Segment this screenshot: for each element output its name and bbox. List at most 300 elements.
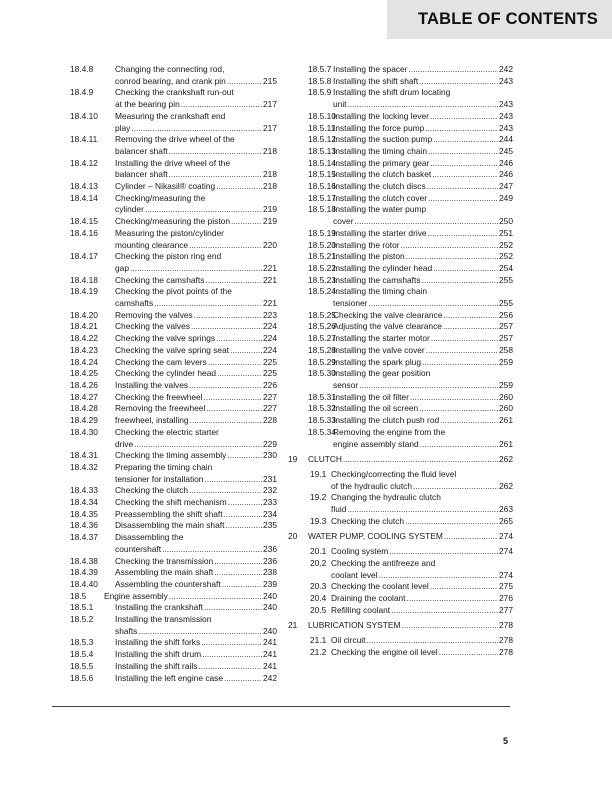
toc-entry-title: freewheel, installing [115,415,189,426]
dot-leader [145,204,262,216]
toc-entry-page: 257 [499,333,513,344]
toc-entry-number: 18.4.27 [70,391,98,402]
toc-entry-title: WATER PUMP, COOLING SYSTEM [308,531,443,542]
toc-entry[interactable] [288,593,513,605]
toc-entry-title: Checking the transmission [115,555,214,566]
toc-entry-number: 18.5.3 [70,637,94,648]
toc-entry[interactable] [70,462,277,485]
toc-entry-title: Installing the clutch discs [333,181,426,192]
toc-entry[interactable] [288,87,513,110]
toc-entry-title: Checking the clutch [115,485,189,496]
toc-entry-title: Installing the clutch push rod [333,415,440,426]
toc-entry-page: 235 [263,520,277,531]
toc-entry[interactable] [70,193,277,216]
toc-entry-page: 226 [263,379,277,390]
toc-header-banner [387,0,612,39]
toc-entry-page: 247 [499,181,513,192]
toc-entry[interactable] [288,111,513,123]
toc-entry-page: 238 [263,567,277,578]
toc-entry-page: 230 [263,450,277,461]
toc-entry[interactable] [70,134,277,157]
toc-entry-title: Checking the valves [115,321,190,332]
dot-leader [409,64,499,76]
toc-entry-title: Preassembling the shift shaft [115,508,223,519]
toc-entry-number: 18.5.21 [308,251,336,262]
dot-leader [439,647,498,659]
toc-entry-title: Installing the timing chain [333,286,428,297]
toc-entry-page: 234 [263,508,277,519]
toc-entry-title: Changing the hydraulic clutch [331,492,441,503]
toc-entry[interactable] [288,454,513,466]
dot-leader [202,649,262,661]
toc-entry[interactable] [288,647,513,659]
toc-entry-page: 221 [263,262,277,273]
toc-entry-page: 232 [263,485,277,496]
toc-entry-title: Installing the clutch cover [333,192,428,203]
toc-entry-page: 219 [263,216,277,227]
toc-entry-page: 243 [499,75,513,86]
toc-entry[interactable] [70,357,277,369]
dot-leader [354,216,498,228]
toc-entry-number: 18.4.19 [70,286,98,297]
toc-entry[interactable] [288,403,513,415]
toc-entry[interactable] [288,275,513,287]
toc-entry-number: 18.5.27 [308,333,336,344]
toc-entry[interactable] [70,497,277,509]
toc-entry-page: 240 [263,602,277,613]
toc-entry[interactable] [288,76,513,88]
toc-entry[interactable] [70,520,277,532]
toc-entry[interactable] [288,286,513,309]
toc-entry-number: 18.5.30 [308,368,336,379]
toc-entry[interactable] [70,556,277,568]
toc-entry[interactable] [70,345,277,357]
toc-entry-number: 18.4.31 [70,450,98,461]
toc-entry-title: Disassembling the main shaft [115,520,225,531]
dot-leader [204,474,262,486]
dot-leader [130,263,262,275]
toc-entry[interactable] [70,310,277,322]
dot-leader [413,481,498,493]
toc-entry-page: 278 [499,620,513,631]
toc-entry-title: Installing the oil filter [333,391,409,402]
toc-entry-title: Installing the left engine case [115,672,224,683]
page-number: 5 [503,736,509,746]
toc-entry-page: 245 [499,145,513,156]
toc-entry-number: 18.4.13 [70,181,98,192]
dot-leader [419,403,498,415]
dot-leader [181,99,262,111]
dot-leader [391,605,498,617]
toc-entry-title: Checking the cylinder head [115,368,217,379]
toc-entry-number: 18.4.32 [70,461,98,472]
dot-leader [426,345,498,357]
toc-entry-title: Installing the transmission [115,614,212,625]
dot-leader [189,380,262,392]
toc-entry-page: 221 [263,298,277,309]
toc-entry-title: Installing the locking lever [333,110,429,121]
dot-leader [430,158,498,170]
toc-entry-page: 218 [263,169,277,180]
toc-entry-title: Installing the piston [333,251,405,262]
toc-entry-page: 278 [499,646,513,657]
toc-entry[interactable] [288,263,513,275]
toc-entry-page: 217 [263,122,277,133]
toc-entry-number: 18.5.4 [70,649,94,660]
toc-entry-title: Refilling coolant [331,604,391,615]
toc-entry[interactable] [70,567,277,579]
dot-leader [410,392,498,404]
dot-leader [427,181,498,193]
toc-entry-number: 18.4.15 [70,216,98,227]
dot-leader [206,403,262,415]
toc-entry-title: Checking the electric starter [115,426,219,437]
toc-entry[interactable] [288,123,513,135]
toc-entry-title: Installing the drive wheel of the [115,157,230,168]
toc-entry-number: 18.4.35 [70,508,98,519]
toc-entry-title: Checking the crankshaft run-out [115,87,234,98]
toc-entry[interactable] [70,87,277,110]
toc-entry[interactable] [288,321,513,333]
toc-entry[interactable] [288,158,513,170]
toc-entry[interactable] [70,637,277,649]
toc-entry[interactable] [288,134,513,146]
toc-entry-title: Installing the shift drum locating [333,87,451,98]
dot-leader [138,626,262,638]
toc-entry-title: fluid [331,504,347,515]
toc-entry-title: Checking the shift mechanism [115,497,227,508]
toc-entry-page: 252 [499,251,513,262]
toc-entry-title: Checking the pivot points of the [115,286,232,297]
toc-entry-number: 18.5.11 [308,122,336,133]
toc-entry[interactable] [288,531,513,543]
toc-entry-page: 242 [263,672,277,683]
toc-entry-page: 236 [263,543,277,554]
dot-leader [430,111,498,123]
toc-entry-number: 18.5.20 [308,239,336,250]
toc-entry-page: 260 [499,403,513,414]
toc-entry-title: Installing the water pump [333,204,427,215]
toc-entry-page: 239 [263,578,277,589]
toc-entry-page: 240 [263,590,277,601]
toc-entry[interactable] [70,380,277,392]
toc-entry[interactable] [288,169,513,181]
toc-entry-number: 18.4.18 [70,274,98,285]
toc-entry-number: 18.5.10 [308,110,336,121]
toc-entry[interactable] [70,321,277,333]
toc-entry-page: 228 [263,415,277,426]
toc-entry-number: 18.4.39 [70,567,98,578]
toc-entry[interactable] [70,392,277,404]
toc-entry-number: 18.4.28 [70,403,98,414]
toc-entry[interactable] [70,286,277,309]
toc-entry-title: Checking/measuring the piston [115,216,230,227]
toc-entry-title: Checking the valve spring seat [115,344,230,355]
dot-leader [401,240,498,252]
toc-entry-number: 18.5.8 [308,75,332,86]
dot-leader [198,661,262,673]
toc-right-column [288,64,513,658]
toc-entry-title: at the bearing pin [115,99,180,110]
toc-entry-title: Installing the suction pump [333,134,433,145]
toc-entry-title: Installing the shift rails [115,660,198,671]
toc-entry[interactable] [70,602,277,614]
toc-entry[interactable] [70,216,277,228]
dot-leader [379,570,498,582]
toc-entry-page: 221 [263,274,277,285]
toc-entry-page: 236 [263,555,277,566]
dot-leader [154,298,262,310]
toc-entry-title: Cylinder – Nikasil® coating [115,181,216,192]
toc-entry[interactable] [288,605,513,617]
toc-entry-page: 259 [499,379,513,390]
dot-leader [430,581,498,593]
toc-entry[interactable] [70,427,277,450]
toc-entry-page: 259 [499,356,513,367]
toc-entry-title: Engine assembly [104,590,168,601]
dot-leader [190,415,262,427]
toc-entry-title: Installing the rotor [333,239,400,250]
toc-entry[interactable] [288,146,513,158]
toc-entry-page: 274 [499,531,513,542]
toc-entry[interactable] [70,673,277,685]
toc-entry-title: cover [333,216,354,227]
dot-leader [189,240,262,252]
toc-entry[interactable] [288,546,513,558]
toc-entry-number: 19.3 [310,515,327,526]
toc-entry-number: 18.4.26 [70,379,98,390]
toc-entry[interactable] [288,635,513,647]
toc-entry-number: 18.4.23 [70,344,98,355]
dot-leader [216,181,262,193]
toc-entry[interactable] [70,403,277,415]
toc-entry-number: 18.5.15 [308,169,336,180]
dot-leader [432,169,498,181]
toc-entry-page: 224 [263,344,277,355]
toc-entry[interactable] [288,492,513,515]
dot-leader [343,454,498,466]
toc-entry-number: 18.4.12 [70,157,98,168]
toc-entry[interactable] [288,427,513,450]
toc-entry-number: 18.5.18 [308,204,336,215]
dot-leader [169,169,262,181]
toc-entry-title: Removing the engine from the [333,426,446,437]
toc-entry-number: 18.4.17 [70,251,98,262]
toc-entry-page: 240 [263,625,277,636]
toc-entry-page: 265 [499,515,513,526]
toc-entry[interactable] [70,591,277,603]
toc-entry-number: 20.5 [310,604,327,615]
toc-entry-number: 18.4.10 [70,110,98,121]
dot-leader [216,333,262,345]
dot-leader [444,531,498,543]
dot-leader [134,439,262,451]
toc-entry-number: 18.5.7 [308,64,332,74]
toc-entry-title: tensioner [333,298,368,309]
toc-entry-page: 224 [263,333,277,344]
toc-entry[interactable] [70,251,277,274]
toc-entry[interactable] [70,649,277,661]
toc-entry-title: Checking the piston ring end [115,251,222,262]
toc-entry-page: 217 [263,99,277,110]
toc-entry[interactable] [288,469,513,492]
toc-entry-title: Checking the coolant level [331,581,429,592]
dot-leader [204,392,262,404]
toc-entry-title: Installing the shift drum [115,649,202,660]
toc-entry-number: 18.5.32 [308,403,336,414]
toc-entry-title: Installing the force pump [333,122,425,133]
toc-entry[interactable] [288,64,513,76]
toc-entry-number: 18.4.37 [70,532,98,543]
toc-entry[interactable] [288,345,513,357]
toc-entry[interactable] [70,368,277,380]
toc-entry-title: Checking the clutch [331,515,405,526]
toc-entry[interactable] [288,228,513,240]
toc-entry-title: Checking the cam levers [115,356,207,367]
toc-entry[interactable] [288,204,513,227]
toc-entry-title: conrod bearing, and crank pin [115,75,226,86]
toc-entry[interactable] [288,558,513,581]
dot-leader [189,485,262,497]
dot-leader [194,310,262,322]
dot-leader [131,123,262,135]
toc-entry-number: 18.4.29 [70,415,98,426]
toc-entry[interactable] [70,275,277,287]
toc-entry[interactable] [288,581,513,593]
toc-entry[interactable] [288,251,513,263]
toc-entry[interactable] [70,333,277,345]
toc-entry-title: gap [115,262,129,273]
toc-entry-number: 20.4 [310,592,327,603]
toc-entry[interactable] [288,310,513,322]
toc-entry[interactable] [288,240,513,252]
toc-entry-number: 18.4.30 [70,426,98,437]
toc-entry[interactable] [70,158,277,181]
toc-entry[interactable] [288,368,513,391]
dot-leader [366,635,498,647]
toc-entry[interactable] [288,333,513,345]
toc-entry-page: 251 [499,227,513,238]
toc-entry-title: play [115,122,131,133]
toc-entry-number: 18.5.23 [308,274,336,285]
dot-leader [214,556,262,568]
toc-entry-page: 254 [499,262,513,273]
toc-entry-title: mounting clearance [115,239,189,250]
toc-entry-number: 18.4.8 [70,64,94,74]
toc-entry-page: 263 [499,504,513,515]
toc-entry-number: 20 [288,531,298,542]
toc-entry-number: 18.5.22 [308,262,336,273]
toc-entry[interactable] [70,509,277,521]
toc-entry-title: Installing the primary gear [333,157,430,168]
toc-entry-page: 215 [263,75,277,86]
toc-entry-title: tensioner for installation [115,473,204,484]
toc-entry[interactable] [288,181,513,193]
toc-left-column [70,64,277,684]
toc-entry-page: 229 [263,438,277,449]
toc-entry[interactable] [288,620,513,632]
dot-leader [420,439,498,451]
toc-entry[interactable] [70,64,277,87]
toc-entry[interactable] [70,181,277,193]
dot-leader [204,602,262,614]
toc-entry-title: Disassembling the [115,532,184,543]
toc-entry[interactable] [70,661,277,673]
dot-leader [428,228,498,240]
toc-entry-page: 225 [263,368,277,379]
toc-entry-title: Checking/measuring the [115,192,206,203]
toc-entry-number: 18.4.25 [70,368,98,379]
toc-entry[interactable] [288,516,513,528]
toc-entry[interactable] [70,579,277,591]
toc-entry-number: 19.2 [310,492,327,503]
toc-entry[interactable] [70,228,277,251]
toc-entry-title: Installing the starter motor [333,333,430,344]
toc-entry-number: 18.5.26 [308,321,336,332]
toc-entry-title: unit [333,99,347,110]
toc-entry-number: 18.4.24 [70,356,98,367]
toc-entry-number: 18.5.24 [308,286,336,297]
toc-entry-page: 277 [499,604,513,615]
toc-entry-number: 18.5.9 [308,87,332,98]
toc-entry-page: 218 [263,145,277,156]
toc-entry-page: 256 [499,309,513,320]
dot-leader [433,134,498,146]
toc-entry-title: sensor [333,379,359,390]
toc-entry-title: Installing the cylinder head [333,262,433,273]
toc-entry[interactable] [70,485,277,497]
toc-entry[interactable] [70,450,277,462]
toc-entry-number: 18.4.34 [70,497,98,508]
toc-entry-title: Installing the timing chain [333,145,428,156]
toc-entry[interactable] [70,415,277,427]
dot-leader [419,76,498,88]
toc-entry-title: drive [115,438,134,449]
dot-leader [201,637,262,649]
toc-entry-page: 262 [499,454,513,465]
toc-entry-page: 262 [499,480,513,491]
toc-entry-title: Installing the oil screen [333,403,419,414]
dot-leader [217,368,262,380]
toc-entry-number: 18.4.36 [70,520,98,531]
toc-entry-title: Checking the engine oil level [331,646,438,657]
dot-leader [169,591,262,603]
toc-entry-title: Removing the valves [115,309,193,320]
toc-entry-title: Draining the coolant [331,592,406,603]
toc-entry-title: Installing the starter drive [333,227,427,238]
toc-entry-title: Checking the antifreeze and [331,557,436,568]
dot-leader [224,673,262,685]
toc-entry[interactable] [288,415,513,427]
toc-entry-title: coolant level [331,569,378,580]
toc-entry[interactable] [288,193,513,205]
toc-entry-page: 220 [263,239,277,250]
toc-entry-number: 21.1 [310,635,327,646]
toc-entry-page: 275 [499,581,513,592]
toc-entry[interactable] [70,614,277,637]
toc-entry[interactable] [70,532,277,555]
dot-leader [347,504,498,516]
toc-entry[interactable] [288,392,513,404]
toc-entry-title: Installing the clutch basket [333,169,432,180]
toc-entry-number: 18.5.16 [308,181,336,192]
dot-leader [428,146,498,158]
toc-entry-number: 20.3 [310,581,327,592]
toc-entry[interactable] [288,357,513,369]
dot-leader [405,516,498,528]
toc-entry-title: Installing the crankshaft [115,602,203,613]
toc-entry[interactable] [70,111,277,134]
